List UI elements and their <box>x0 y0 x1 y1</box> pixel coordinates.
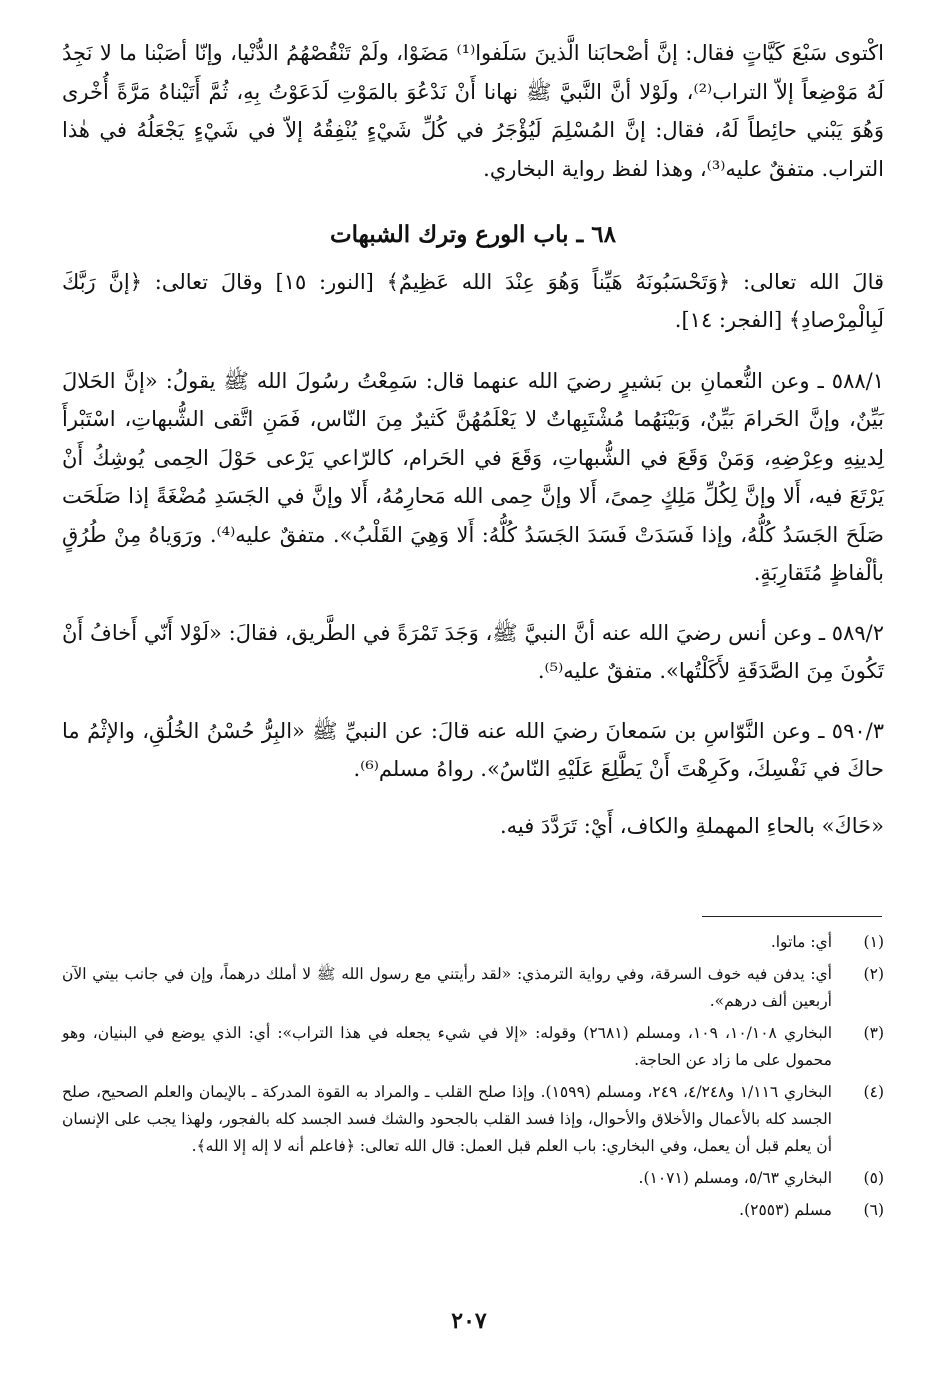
footnote <box>62 1165 884 1192</box>
hadith-590: ٥٩٠/٣ ـ وعن النَّوّاسِ بن سَمعانَ رضيَ الله عنه قالَ: عن النبيِّ ﷺ «البِرُّ حُسْنُ الخُلُقِ، والإثْمُ ما حاكَ في نَفْسِكَ، وكَرِهْتَ أَنْ يَطَّلِعَ عَلَيْهِ النّاسُ». رواهُ مسلم⁽⁶⁾. <box>62 718 884 781</box>
footnote <box>62 1079 884 1160</box>
footnote-divider <box>702 916 882 917</box>
chapter-heading: ٦٨ ـ باب الورع وترك الشبهات <box>330 221 616 248</box>
hadith-588: ٥٨٨/١ ـ وعن النُّعمانِ بن بَشيرٍ رضيَ الله عنهما قال: سَمِعْتُ رسُولَ الله ﷺ يقولُ: «إنَّ الحَلالَ بَيِّنٌ، وإنَّ الحَرامَ بَيِّنٌ، وَبَيْنَهُما مُشْتَبِهاتٌ لا يَعْلَمُهُنَّ كَثيرٌ مِنَ النّاس، فَمَنِ اتَّقى الشُّبهاتِ، اسْتَبْرأَ لِدينِهِ وعِرْضِهِ، وَمَنْ وَقَعَ في الشُّبهاتِ، وَقَعَ في الحَرام، كالرّاعي يَرْعى حَوْلَ الحِمى يُوشِكُ أَنْ يَرْتَعَ فيه، أَلا وإنَّ لِكُلِّ مَلِكٍ حِمىً، أَلا وإنَّ حِمى الله مَحارِمُهُ، أَلا وإنَّ في الجَسَدِ مُضْغَةً إذا صَلَحَت صَلَحَ الجَسَدُ كُلُّهُ، وإذا فَسَدَتْ فَسَدَ الجَسَدُ كُلُّهُ: أَلا وَهِيَ القَلْبُ». متفقٌ عليه⁽⁴⁾. ورَوَياهُ مِنْ طُرُقٍ بألْفاظٍ مُتَقارِبَةٍ. <box>62 368 885 585</box>
footnote-text: البخاري ١/١١٦ و٤/٢٤٨، ٢٤٩، ومسلم (١٥٩٩). وإذا صلح القلب ـ والمراد به القوة المدركة ـ بالإيمان والعلم الصحيح، صلح الجسد كله بالأعمال والأخلاق والأحوال، وإذا فسد القلب بالجحود والشك فسد الجسد كله بالفجور، ولهذا يجب على الإنسان أن يعلم قبل أن يعمل، وفي البخاري: باب العلم قبل العمل: قال الله تعالى: ﴿فاعلم أنه لا إله إلا الله﴾. <box>62 1083 832 1155</box>
footnote-text: البخاري ٥/٦٣، ومسلم (١٠٧١). <box>638 1169 832 1187</box>
footnote <box>62 1197 884 1224</box>
footnote <box>62 1020 884 1074</box>
footnote <box>62 929 884 956</box>
hadith-589: ٥٨٩/٢ ـ وعن أنس رضيَ الله عنه أنَّ النبيَّ ﷺ، وَجَدَ تَمْرَةً في الطَّريق، فقالَ: «لَوْلا أَنّي أَخافُ أَنْ تَكُونَ مِنَ الصَّدَقَةِ لأَكَلْتُها». متفقٌ عليه⁽⁵⁾. <box>62 620 884 683</box>
page-number: ٢٠٧ <box>451 1308 487 1334</box>
footnote-text: أي: ماتوا. <box>770 933 832 951</box>
footnote-number: (٢) <box>863 965 884 983</box>
footnote-text: أي: يدفن فيه خوف السرقة، وفي رواية الترمذي: «لقد رأيتني مع رسول الله ﷺ لا أملك درهماً، وإن في جانب بيتي الآن أربعين ألف درهم». <box>62 965 832 1010</box>
footnote-number: (١) <box>863 933 884 951</box>
footnote-number: (٤) <box>863 1083 884 1101</box>
footnote-number: (٣) <box>863 1024 884 1042</box>
intro-paragraph: اكْتوى سَبْعَ كَيَّاتٍ فقال: إنَّ أصْحابَنا الَّذينَ سَلَفوا⁽¹⁾ مَضَوْا، ولَمْ تَنْقُصْهُمُ الدُّنْيا، وإنّا أصَبْنا ما لا نَجِدُ لَهُ مَوْضِعاً إلاّ التراب⁽²⁾، ولَوْلا أنَّ النَّبيَّ ﷺ نهانا أَنْ نَدْعُوَ بالمَوْتِ لَدَعَوْتُ بِهِ، ثُمَّ أَتَيْناهُ مَرَّةً أُخْرى وَهُوَ يَبْني حائِطاً لَهُ، فقال: إنَّ المُسْلِمَ لَيُؤْجَرُ في كُلِّ شَيْءٍ يُنْفِقُهُ إلاّ في شَيْءٍ يَجْعَلُهُ في هٰذا التراب. متفقٌ عليه⁽³⁾، وهذا لفظ رواية البخاري. <box>62 41 885 181</box>
footnote-number: (٥) <box>863 1169 884 1187</box>
quran-verses: قالَ الله تعالى: ﴿وَتَحْسَبُونَهُ هَيِّناً وَهُوَ عِنْدَ الله عَظِيمٌ﴾ [النور: ١٥] وقالَ تعالى: ﴿إنَّ رَبَّكَ لَبِالْمِرْصادِ﴾ [الفجر: ١٤]. <box>62 269 885 332</box>
word-explanation: «حَاكَ» بالحاءِ المهملةِ والكاف، أَيْ: تَرَدَّدَ فيه. <box>499 813 884 838</box>
footnote-number: (٦) <box>863 1201 884 1219</box>
footnote-text: مسلم (٢٥٥٣). <box>739 1201 832 1219</box>
footnotes <box>62 929 884 1229</box>
footnote-text: البخاري ١٠/١٠٨، ١٠٩، ومسلم (٢٦٨١) وقوله: «إلا في شيء يجعله في هذا التراب»: أي: الذي يوضع في البنيان، وهو محمول على ما زاد عن الحاجة. <box>62 1024 833 1069</box>
footnote <box>62 961 884 1015</box>
main-text <box>62 34 884 845</box>
